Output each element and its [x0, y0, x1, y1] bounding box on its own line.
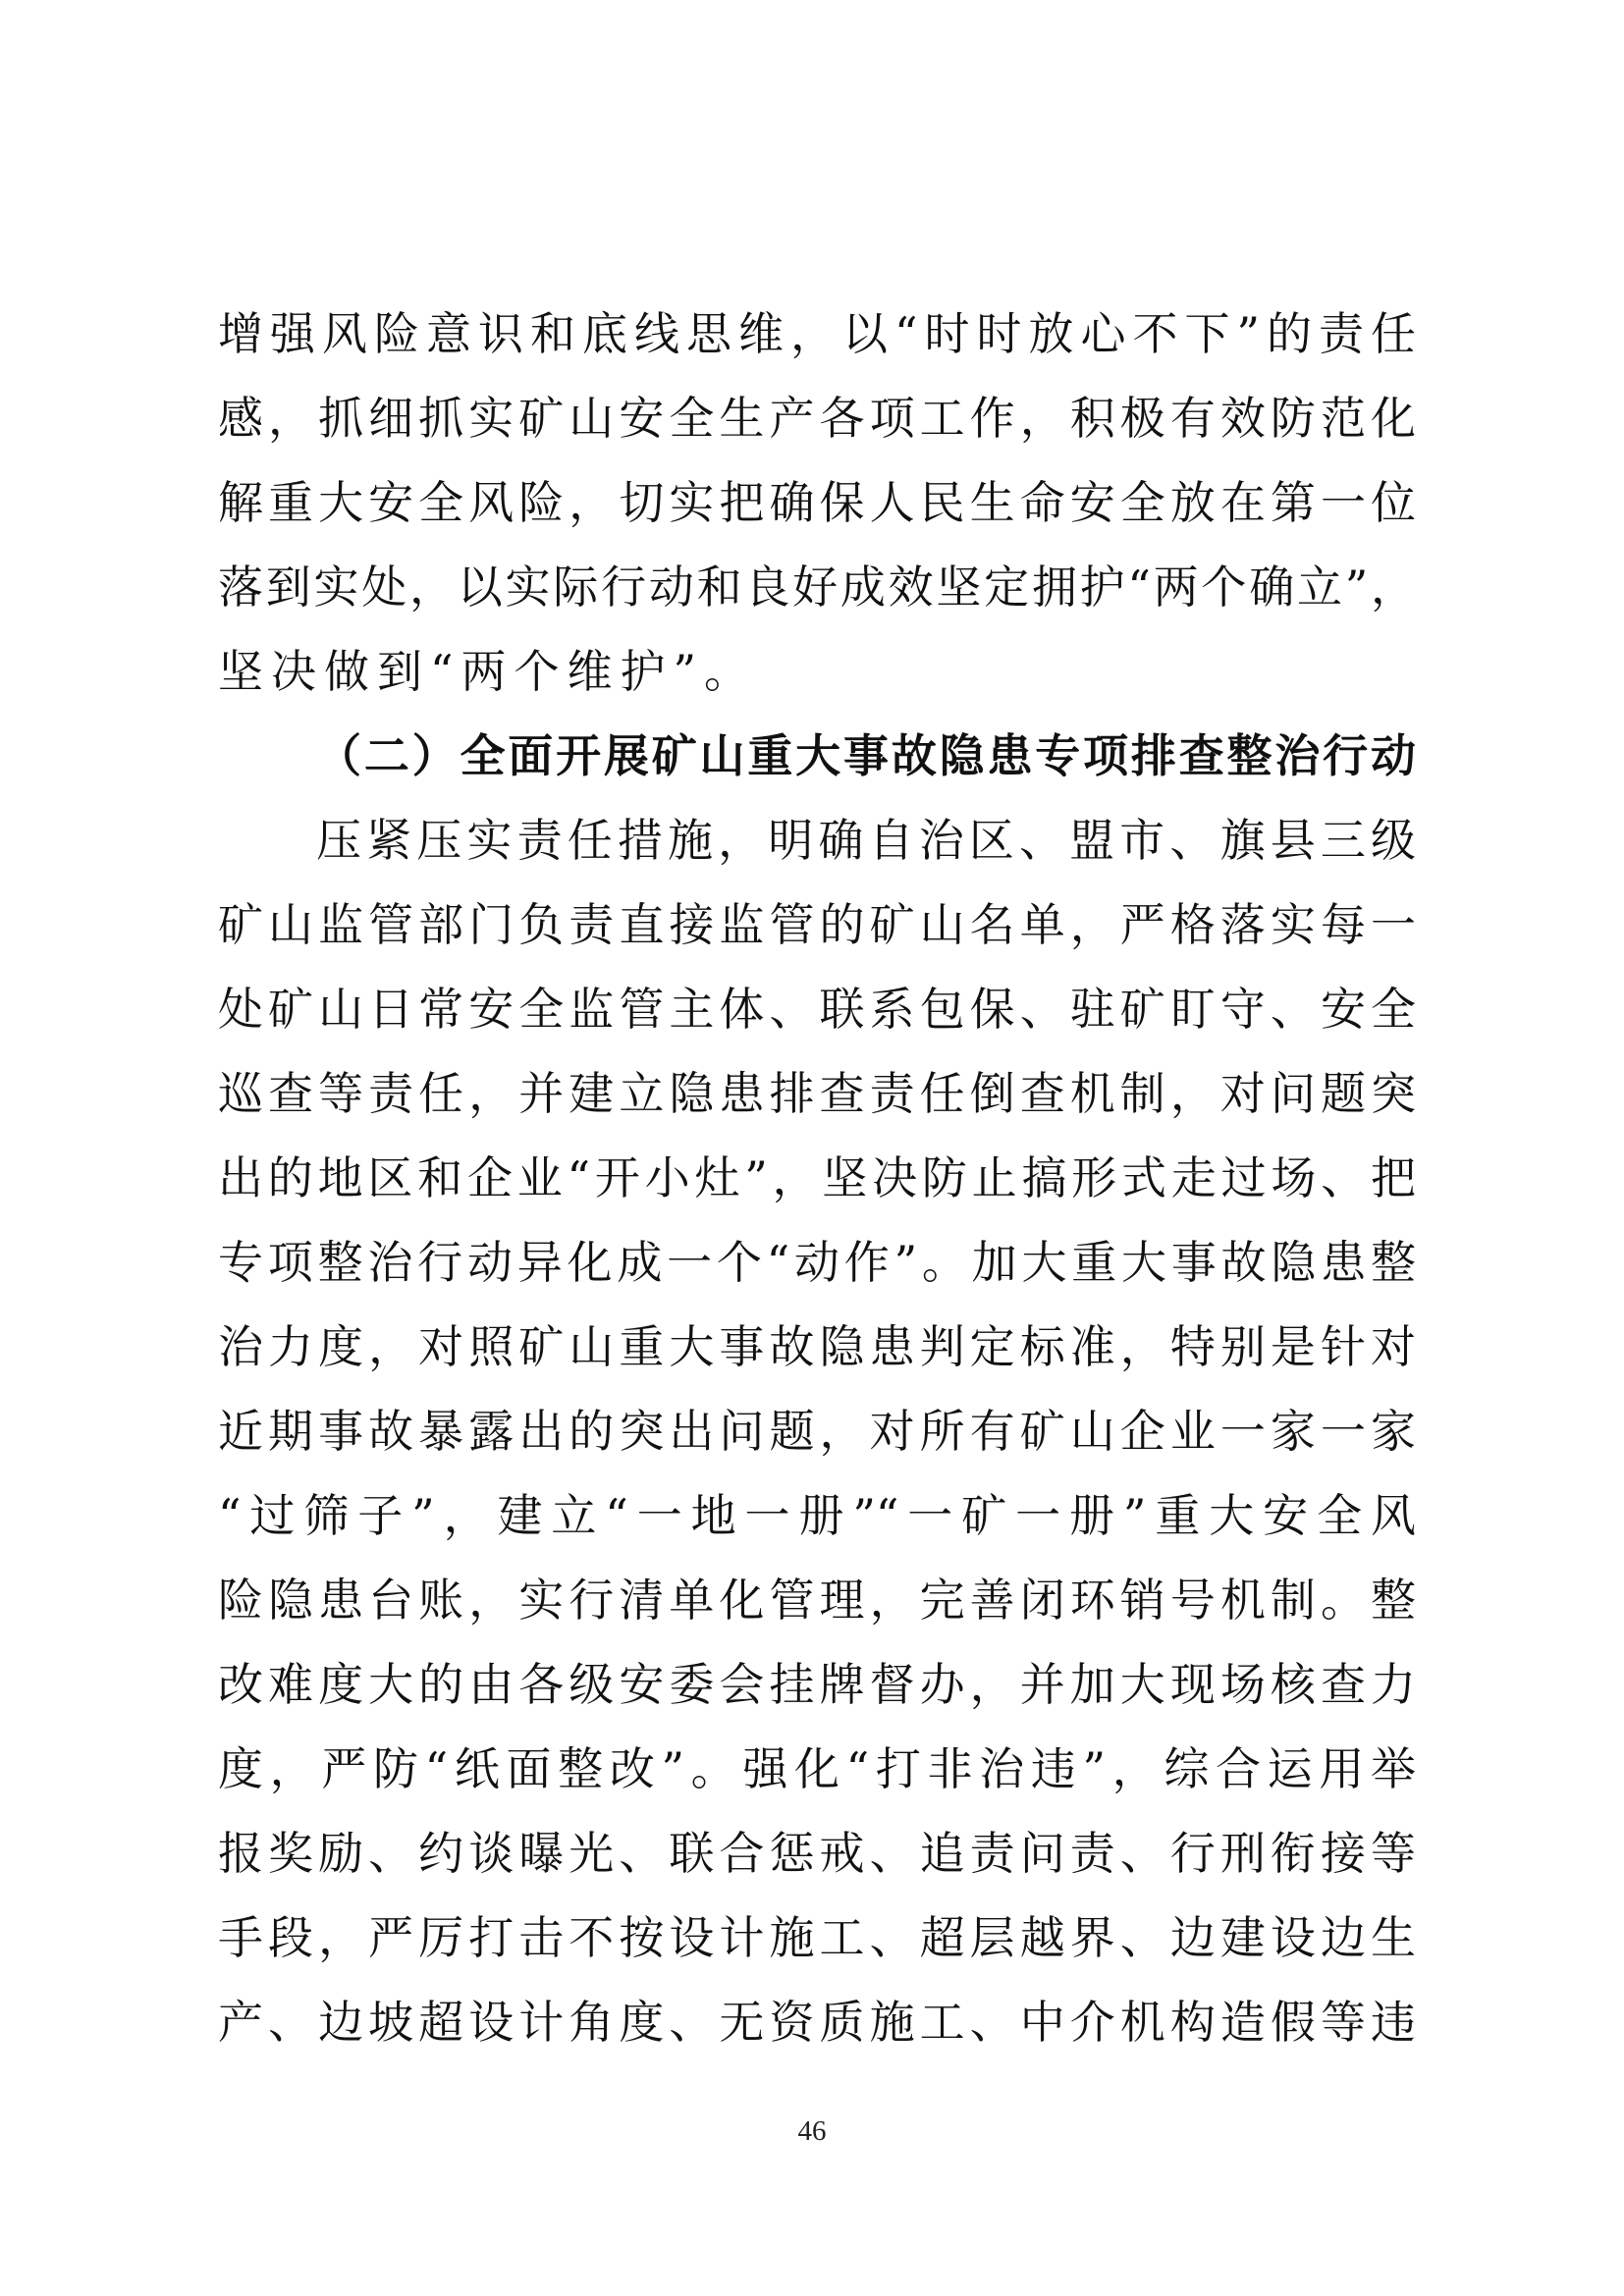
text-line: 增强风险意识和底线思维，以“时时放心不下”的责任	[218, 307, 1416, 360]
text-line: 产、边坡超设计角度、无资质施工、中介机构造假等违	[218, 1996, 1416, 2049]
text-line: 解重大安全风险，切实把确保人民生命安全放在第一位	[218, 476, 1416, 529]
text-line: 近期事故暴露出的突出问题，对所有矿山企业一家一家	[218, 1405, 1416, 1458]
body-text	[218, 292, 1416, 2064]
text-line: 压紧压实责任措施，明确自治区、盟市、旗县三级	[316, 814, 1416, 867]
text-line: 度，严防“纸面整改”。强化“打非治违”，综合运用举	[218, 1742, 1416, 1795]
text-line: 险隐患台账，实行清单化管理，完善闭环销号机制。整	[218, 1574, 1416, 1627]
paragraph-responsibility	[218, 292, 1416, 714]
text-line: 手段，严厉打击不按设计施工、超层越界、边建设边生	[218, 1911, 1416, 1964]
text-line: 出的地区和企业“开小灶”，坚决防止搞形式走过场、把	[218, 1151, 1416, 1204]
text-line: 改难度大的由各级安委会挂牌督办，并加大现场核查力	[218, 1658, 1416, 1711]
paragraph-measures	[218, 798, 1416, 2064]
text-line: 报奖励、约谈曝光、联合惩戒、追责问责、行刑衔接等	[218, 1827, 1416, 1880]
text-line: 治力度，对照矿山重大事故隐患判定标准，特别是针对	[218, 1320, 1416, 1373]
text-line: 专项整治行动异化成一个“动作”。加大重大事故隐患整	[218, 1236, 1416, 1289]
section-heading: （二）全面开展矿山重大事故隐患专项排查整治行动	[316, 729, 1416, 782]
text-line: 矿山监管部门负责直接监管的矿山名单，严格落实每一	[218, 898, 1416, 951]
text-line: 处矿山日常安全监管主体、联系包保、驻矿盯守、安全	[218, 983, 1416, 1036]
text-line: 巡查等责任，并建立隐患排查责任倒查机制，对问题突	[218, 1067, 1416, 1120]
text-line: 感，抓细抓实矿山安全生产各项工作，积极有效防范化	[218, 392, 1416, 445]
page-number: 46	[797, 2115, 827, 2147]
text-line: “过筛子”，建立“一地一册”“一矿一册”重大安全风	[218, 1489, 1416, 1542]
text-line: 坚决做到“两个维护”。	[218, 645, 758, 698]
text-line: 落到实处，以实际行动和良好成效坚定拥护“两个确立”，	[218, 561, 1416, 614]
